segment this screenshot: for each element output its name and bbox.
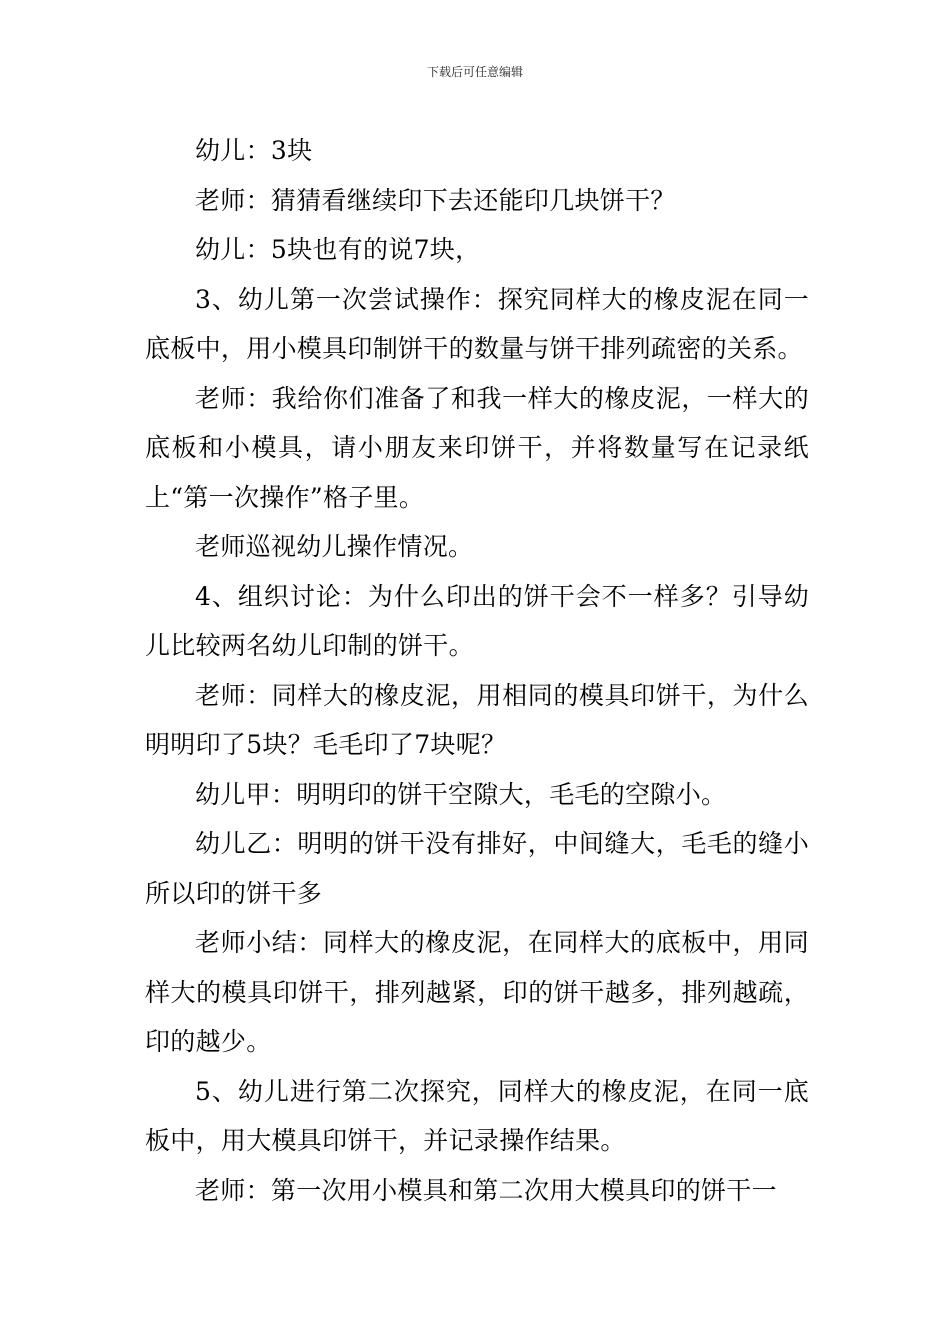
paragraph: 老师巡视幼儿操作情况。 [195,532,474,561]
paragraph: 老师：第一次用小模具和第二次用大模具印的饼干一 [195,1175,777,1205]
paragraph: 4、组织讨论：为什么印出的饼干会不一样多？引导幼儿比较两名幼儿印制的饼干。 [145,581,809,660]
paragraph: 幼儿乙：明明的饼干没有排好，中间缝大，毛毛的缝小所以印的饼干多 [145,829,809,908]
page-header: 下载后可任意编辑 [426,65,523,79]
paragraph: 幼儿：3块 [195,136,313,165]
paragraph: 幼儿：5块也有的说7块， [195,235,481,264]
document-body [145,126,809,1215]
paragraph: 幼儿甲：明明印的饼干空隙大，毛毛的空隙小。 [195,779,727,809]
paragraph: 5、幼儿进行第二次探究，同样大的橡皮泥，在同一底板中，用大模具印饼干，并记录操作结果。 [145,1076,809,1155]
paragraph: 老师：同样大的橡皮泥，用相同的模具印饼干，为什么明明印了5块？毛毛印了7块呢？ [145,680,809,759]
paragraph: 老师：我给你们准备了和我一样大的橡皮泥，一样大的底板和小模具，请小朋友来印饼干，并将数量写在记录纸上“第一次操作”格子里。 [145,383,809,512]
paragraph: 老师小结：同样大的橡皮泥，在同样大的底板中，用同样大的模具印饼干，排列越紧，印的饼干越多，排列越疏，印的越少。 [145,928,809,1056]
paragraph: 3、幼儿第一次尝试操作：探究同样大的橡皮泥在同一底板中，用小模具印制饼干的数量与饼干排列疏密的关系。 [145,284,809,363]
paragraph: 老师：猜猜看继续印下去还能印几块饼干？ [195,185,676,215]
